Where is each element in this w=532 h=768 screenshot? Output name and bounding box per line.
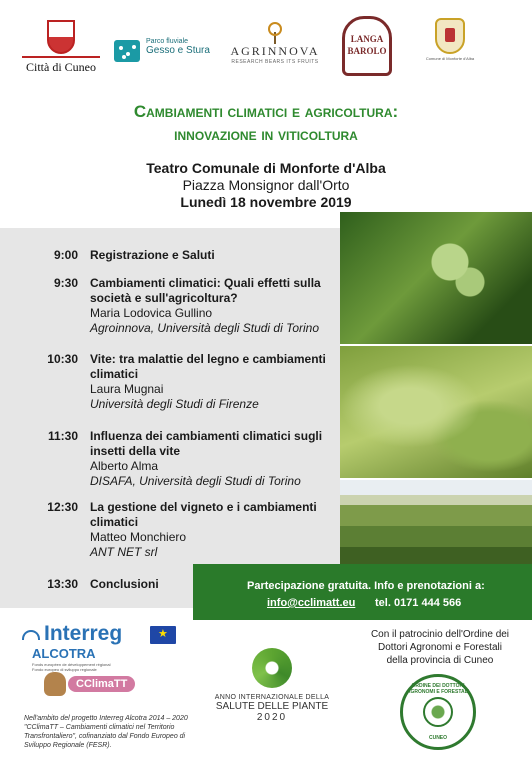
project-note: Nell'ambito del progetto Interreg Alcotra 2014 – 2020 "CClimaTT – Cambiamenti climatici nel Territorio Transfrontaliero", cofinanziato dal Fondo Europeo di Sviluppo Regionale (FESR). — [24, 715, 188, 749]
fund-it: Fondo europeo di sviluppo regionale — [32, 667, 97, 672]
program-time: 11:30 — [47, 429, 78, 443]
rabbit-icon — [44, 672, 66, 696]
program-time: 12:30 — [47, 500, 78, 514]
seal-emblem-icon — [423, 697, 453, 727]
registration-banner — [193, 564, 532, 620]
parco-name-text: Gesso e Stura — [146, 45, 210, 56]
cclimatt-logo — [44, 672, 134, 698]
langa-line1: LANGA — [350, 34, 384, 44]
program-affiliation: Università degli Studi di Firenze — [90, 397, 259, 411]
interreg-text: Interreg — [44, 622, 123, 645]
monforte-crest-logo — [420, 18, 480, 61]
parco-small-text: Parco fluviale — [146, 38, 189, 45]
seal-bottom-text: CUNEO — [428, 735, 448, 741]
iyph-line1: ANNO INTERNAZIONALE DELLA — [214, 694, 330, 701]
program-affiliation: Agroinnova, Università degli Studi di Torino — [90, 321, 320, 335]
patronage-line1: Con il patrocinio dell'Ordine dei — [370, 629, 510, 640]
photo-column — [340, 212, 532, 564]
program-talk: Registrazione e Saluti — [90, 248, 215, 262]
agrinnova-name: AGRINNOVA — [230, 44, 320, 58]
venue-name: Teatro Comunale di Monforte d'Alba — [146, 160, 386, 176]
vineyard-hills-photo — [340, 480, 532, 564]
parco-mark-icon — [114, 40, 140, 62]
program-affiliation: ANT NET srl — [90, 545, 158, 559]
program-talk: Conclusioni — [90, 577, 159, 591]
title-line-1: Cambiamenti climatici e agricoltura: — [133, 102, 399, 121]
contact-email-link[interactable]: info@cclimatt.eu — [267, 597, 356, 609]
logo-row — [0, 14, 532, 84]
monforte-shield-icon — [435, 18, 465, 54]
parco-fluviale-logo — [114, 38, 214, 56]
agrinnova-tagline: RESEARCH BEARS ITS FRUITS — [231, 59, 319, 65]
monforte-caption: Comune di Monforte d'Alba — [425, 56, 475, 61]
iyph-line2: SALUTE DELLE PIANTE — [215, 701, 329, 712]
patronage-line2: Dottori Agronomi e Forestali — [378, 642, 502, 653]
interreg-arc-icon — [22, 630, 40, 640]
iyph-year: 2020 — [256, 712, 288, 723]
venue-address: Piazza Monsignor dall'Orto — [182, 177, 350, 193]
program-time: 13:30 — [47, 577, 78, 591]
cuneo-logo-text: Città di Cuneo — [22, 56, 100, 75]
event-date: Lunedì 18 novembre 2019 — [180, 194, 352, 210]
alcotra-text: ALCOTRA — [32, 646, 96, 661]
program-talk: Vite: tra malattie del legno e cambiamenti climatici — [90, 352, 326, 381]
patronage-line3: della provincia di Cuneo — [386, 655, 494, 666]
cclimatt-text: CClimaTT — [68, 676, 135, 692]
vine-leaf-photo — [340, 346, 532, 478]
fund-fr: Fonds européen de développement régional — [32, 662, 111, 667]
program-speaker: Maria Lodovica Gullino — [90, 306, 213, 320]
agronomi-seal-logo — [400, 674, 476, 750]
langa-barolo-logo — [338, 16, 396, 78]
venue-block — [0, 160, 532, 211]
registration-text: Partecipazione gratuita. Info e prenotazioni a: — [247, 580, 485, 592]
contact-phone: tel. 0171 444 566 — [375, 597, 462, 609]
program-talk: Cambiamenti climatici: Quali effetti sulla società e sull'agricoltura? — [90, 276, 321, 305]
patronage-text — [352, 628, 528, 667]
program-talk: La gestione del vigneto e i cambiamenti climatici — [90, 500, 317, 529]
grapes-photo — [340, 212, 532, 344]
title-line-2: innovazione in viticoltura — [174, 125, 358, 144]
langa-line2: BAROLO — [347, 46, 387, 56]
event-title — [0, 100, 532, 146]
citta-di-cuneo-logo — [22, 20, 100, 75]
program-time: 9:30 — [53, 276, 78, 290]
eu-flag-icon — [150, 626, 176, 644]
iyph-logo — [212, 648, 332, 723]
tree-icon — [266, 22, 284, 44]
program-time: 10:30 — [47, 352, 78, 366]
fund-text — [32, 662, 152, 672]
program-speaker: Matteo Monchiero — [90, 530, 187, 544]
program-time: 9:00 — [53, 248, 78, 262]
cuneo-crest-icon — [47, 20, 75, 54]
seal-top-text: ORDINE DEI DOTTORI AGRONOMI E FORESTALI — [406, 683, 470, 695]
program-talk: Influenza dei cambiamenti climatici sugli insetti della vite — [90, 429, 323, 458]
plant-health-leaf-icon — [252, 648, 292, 688]
program-affiliation: DISAFA, Università degli Studi di Torino — [90, 474, 301, 488]
program-speaker: Laura Mugnai — [90, 382, 164, 396]
program-speaker: Alberto Alma — [90, 459, 159, 473]
agrinnova-logo — [222, 44, 328, 65]
